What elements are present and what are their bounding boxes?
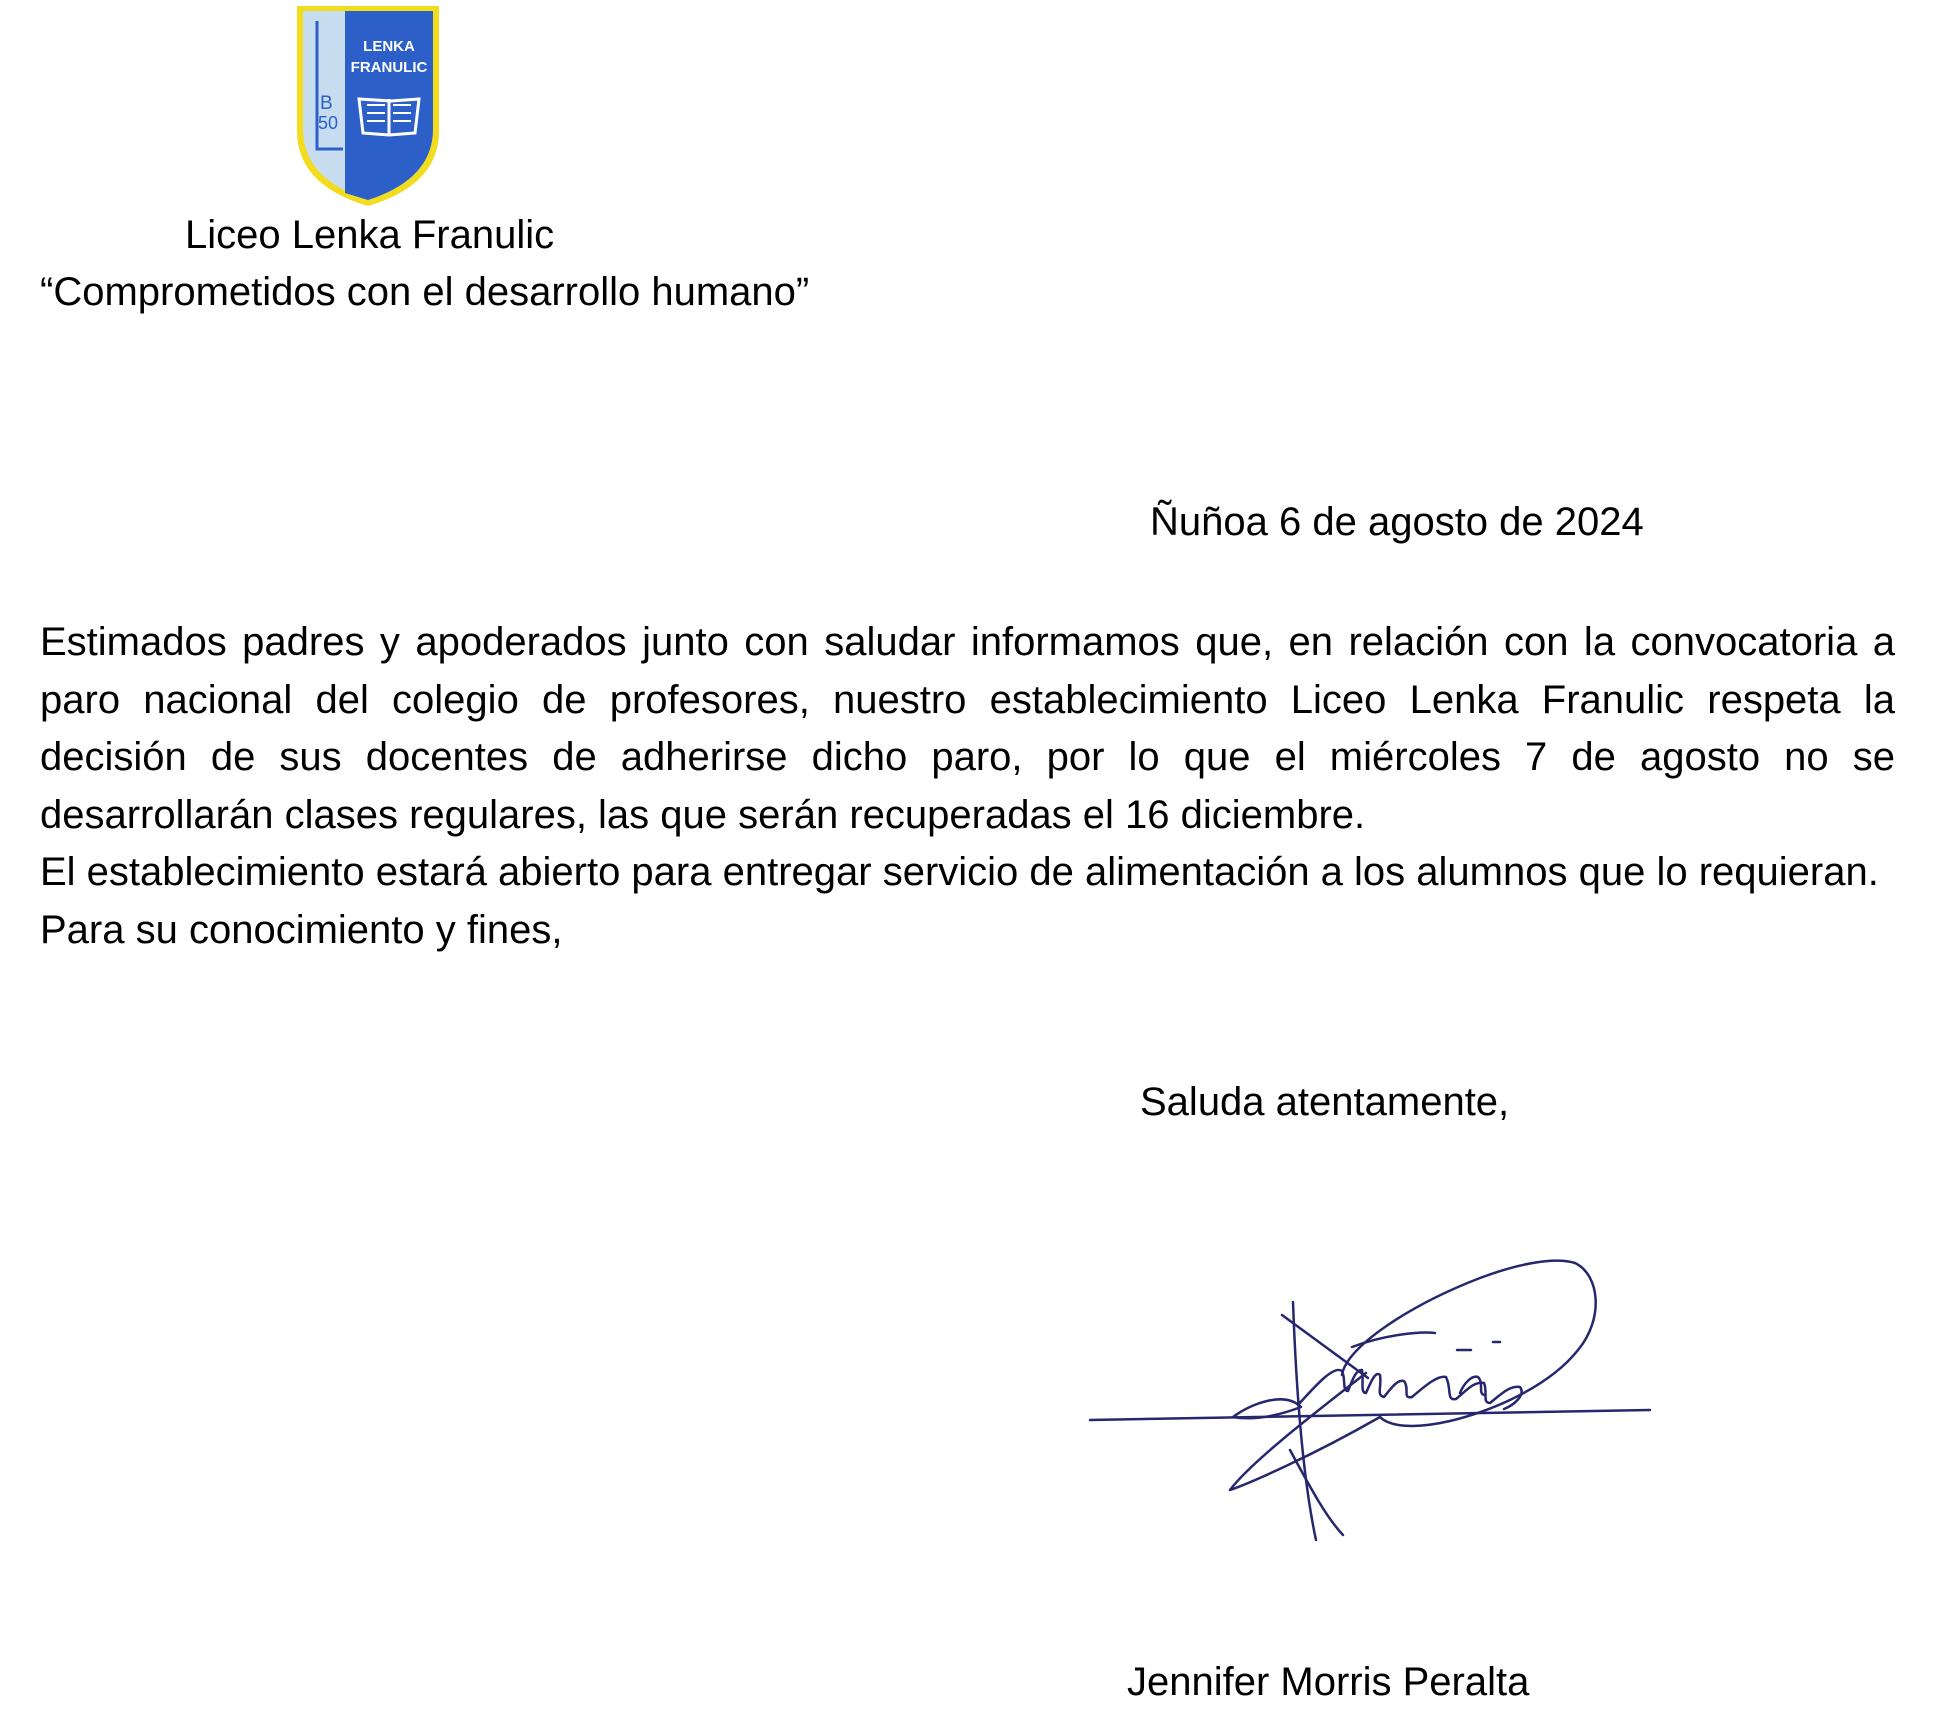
body-paragraph: Estimados padres y apoderados junto con saludar informamos que, en relación con la convocatoria a paro nacional del colegio de profesores, nuestro establecimiento Liceo Lenka Franulic respeta la decisión de sus docentes de adherirse dicho paro, por lo que el miércoles 7 de agosto no se desarrollarán clases regulares, las que serán recuperadas el 16 diciembre. [40,620,1895,837]
svg-text:B: B [320,93,333,114]
signature-icon [1080,1195,1660,1545]
svg-text:LENKA: LENKA [363,38,415,55]
svg-text:50: 50 [318,113,339,133]
body-paragraph: El establecimiento estará abierto para entregar servicio de alimentación a los alumnos que lo requieran. [40,850,1879,894]
school-motto: “Comprometidos con el desarrollo humano” [40,270,810,314]
body-paragraph: Para su conocimiento y fines, [40,907,563,952]
school-crest-icon [293,3,443,208]
letter-body [40,614,1895,959]
signer-name: Jennifer Morris Peralta [1127,1660,1530,1704]
place-and-date: Ñuñoa 6 de agosto de 2024 [1150,500,1644,544]
school-crest-logo [293,3,443,208]
svg-text:FRANULIC: FRANULIC [350,59,428,76]
closing-salutation: Saluda atentamente, [1140,1080,1510,1124]
school-name: Liceo Lenka Franulic [185,213,555,257]
handwritten-signature [1080,1195,1660,1545]
